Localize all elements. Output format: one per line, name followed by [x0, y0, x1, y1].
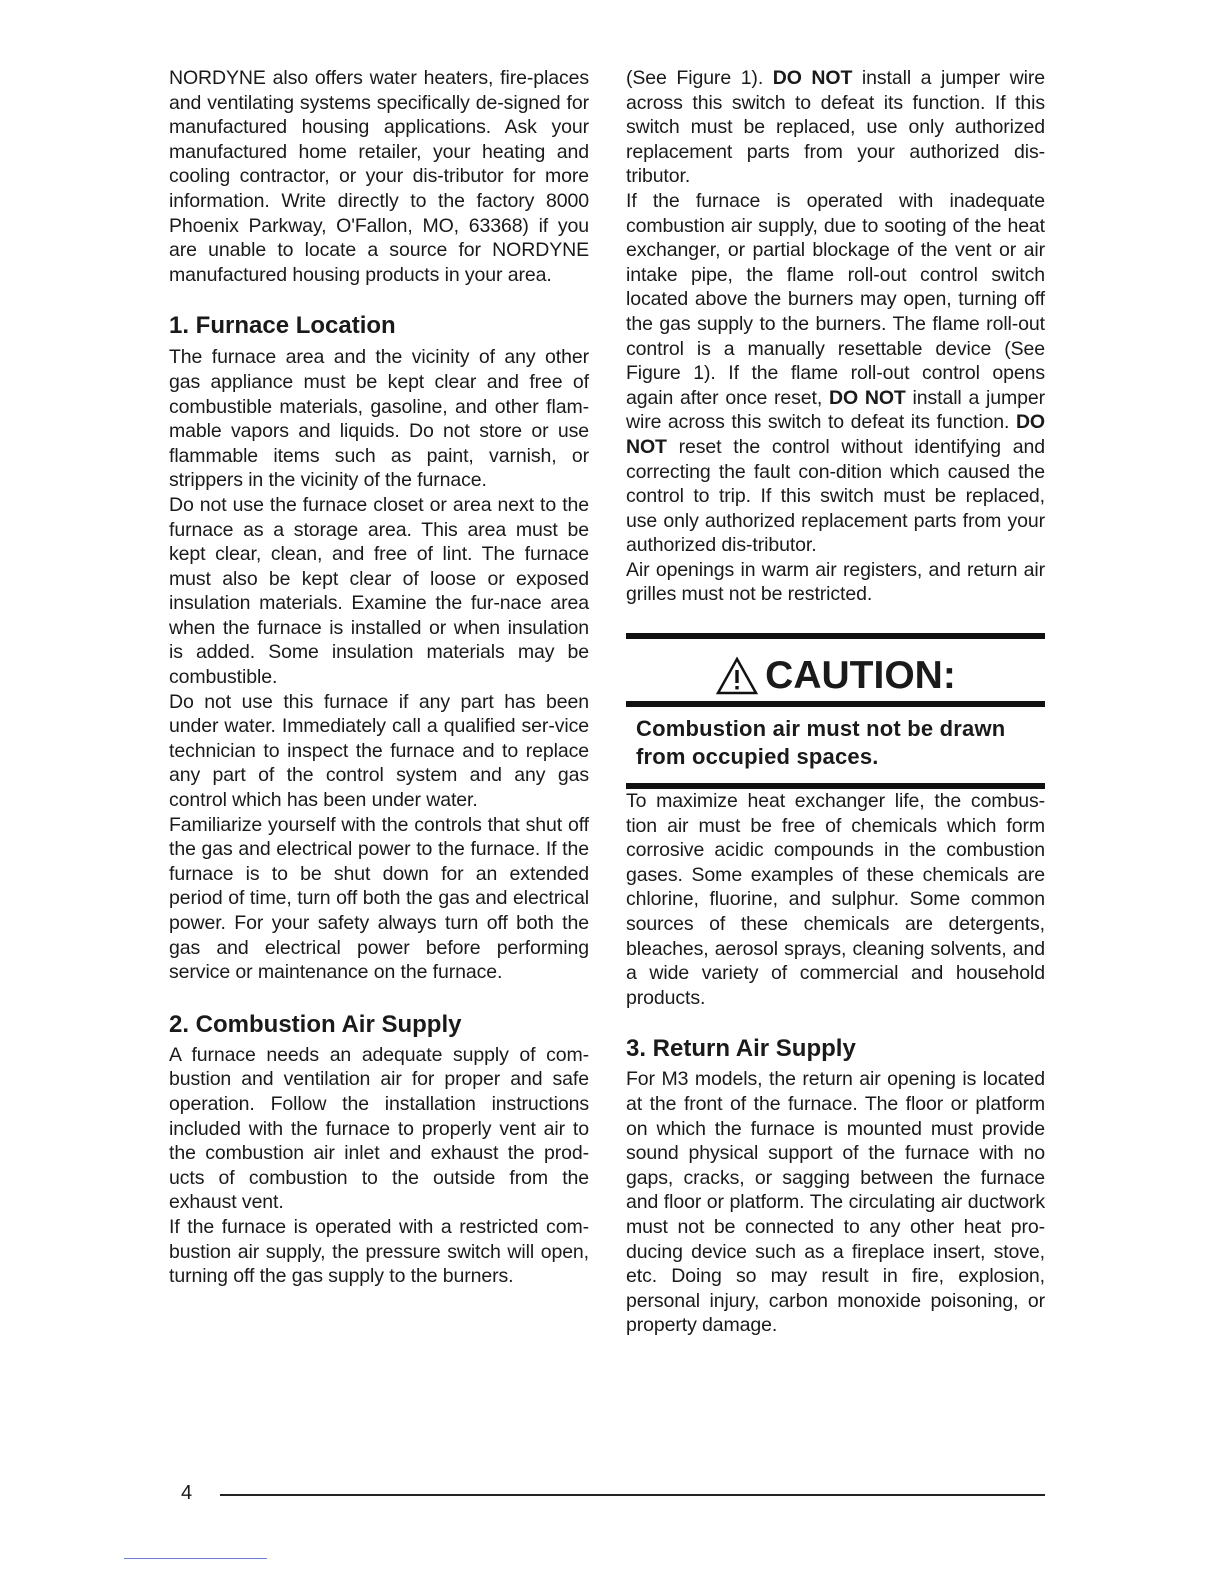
intro-paragraph: NORDYNE also offers water heaters, fire-places and ventilating systems specifically de-signed for manufactured housing applications. Ask your manufactured home retailer, your heating and cooling contractor, or your dis-tributor for more information. Write directly to the factory 8000 Phoenix Parkway, O'Fallon, MO, 63368) if you are unable to locate a source for NORDYNE manufactured housing products in your area.: [169, 67, 589, 286]
caution-title: [626, 651, 1045, 701]
emphasis-do-not: DO NOT: [626, 411, 1045, 458]
page-number: 4: [181, 1482, 193, 1504]
emphasis-do-not: DO NOT: [772, 67, 853, 89]
heat-exchanger-paragraph: To maximize heat exchanger life, the combus-tion air must be free of chemicals which form corrosive acidic compounds in the combustion gases. Some examples of these chemicals are chlorine, fluorine, and sulphur. Some common sources of these chemicals are detergents, bleaches, aerosol sprays, cleaning solvents, and a wide variety of commercial and household products.: [626, 790, 1045, 1009]
right-column: [626, 66, 1045, 1338]
caution-box: [626, 633, 1045, 789]
combustion-air-paragraph-2: If the furnace is operated with a restricted com-bustion air supply, the pressure switch will open, turning off the gas supply to the burners.: [169, 1215, 589, 1288]
section-heading-combustion-air-supply: 2. Combustion Air Supply: [169, 1010, 462, 1038]
text-run: (See Figure 1).: [626, 67, 773, 89]
air-openings-paragraph: Air openings in warm air registers, and return air grilles must not be restricted.: [626, 558, 1045, 606]
caution-message: Combustion air must not be drawn from occupied spaces.: [636, 716, 1006, 770]
caution-label: CAUTION:: [765, 654, 956, 698]
bottom-edge-line: [124, 1558, 267, 1559]
text-run: install a jumper wire across this switch to defeat its function. If this switch must be replaced, use only authorized replacement parts from your authorized dis-tributor.: [626, 67, 1046, 188]
text-run: If the furnace is operated with inadequate combustion air supply, due to sooting of the heat exchanger, or partial blockage of the vent or air intake pipe, the flame roll-out control switch located above the burners may open, turning off the gas supply to the burners. The flame roll-out control is a manually resettable device (See Figure 1). If the flame roll-out control opens again after once reset,: [626, 189, 1045, 409]
text-run: install a jumper wire across this switch to defeat its function.: [626, 386, 1046, 434]
footer-rule: [220, 1494, 1045, 1496]
caution-top-rule: [626, 633, 1045, 639]
furnace-location-paragraph-4: Familiarize yourself with the controls that shut off the gas and electrical power to the furnace. If the furnace is to be shut down for an extended period of time, turn off both the gas and electrical power. For your safety always turn off both the gas and electrical power before performing service or maintenance on the furnace.: [169, 813, 589, 984]
section-heading-furnace-location: 1. Furnace Location: [169, 312, 396, 340]
furnace-location-paragraph-3: Do not use this furnace if any part has been under water. Immediately call a qualified ser-vice technician to inspect the furnace and to replace any part of the control system and any gas control which has been under water.: [169, 690, 589, 812]
rollout-control-paragraph: [626, 189, 1045, 558]
section-heading-return-air-supply: 3. Return Air Supply: [626, 1035, 856, 1063]
emphasis-do-not: DO NOT: [828, 386, 906, 409]
return-air-paragraph: For M3 models, the return air opening is located at the front of the furnace. The floor or platform on which the furnace is mounted must provide sound physical support of the furnace with no gaps, cracks, or sagging between the furnace and floor or platform. The circulating air ductwork must not be connected to any other heat pro-ducing device such as a fireplace insert, stove, etc. Doing so may result in fire, explosion, personal injury, carbon monoxide poisoning, or property damage.: [626, 1068, 1045, 1337]
text-run: reset the control without identifying and correcting the fault con-dition which caused the control to trip. If this switch must be replaced, use only authorized replacement parts from your authorized dis-tributor.: [626, 435, 1045, 557]
combustion-air-paragraph-1: A furnace needs an adequate supply of com-bustion and ventilation air for proper and safe operation. Follow the installation instructions included with the furnace to properly vent air to the combustion air inlet and exhaust the prod-ucts of combustion to the outside from the exhaust vent.: [169, 1043, 589, 1214]
warning-triangle-icon: [715, 656, 759, 696]
furnace-location-paragraph-2: Do not use the furnace closet or area next to the furnace as a storage area. This area must be kept clear, clean, and free of lint. The furnace must also be kept clear of loose or exposed insulation materials. Examine the fur-nace area when the furnace is installed or when insulation is added. Some insulation materials may be combustible.: [169, 493, 589, 689]
pressure-switch-paragraph: [626, 66, 1045, 189]
left-column: [169, 66, 589, 1289]
furnace-location-paragraph-1: The furnace area and the vicinity of any other gas appliance must be kept clear and free of combustible materials, gasoline, and other flam-mable vapors and liquids. Do not store or use flammable items such as paint, varnish, or strippers in the vicinity of the furnace.: [169, 346, 589, 492]
